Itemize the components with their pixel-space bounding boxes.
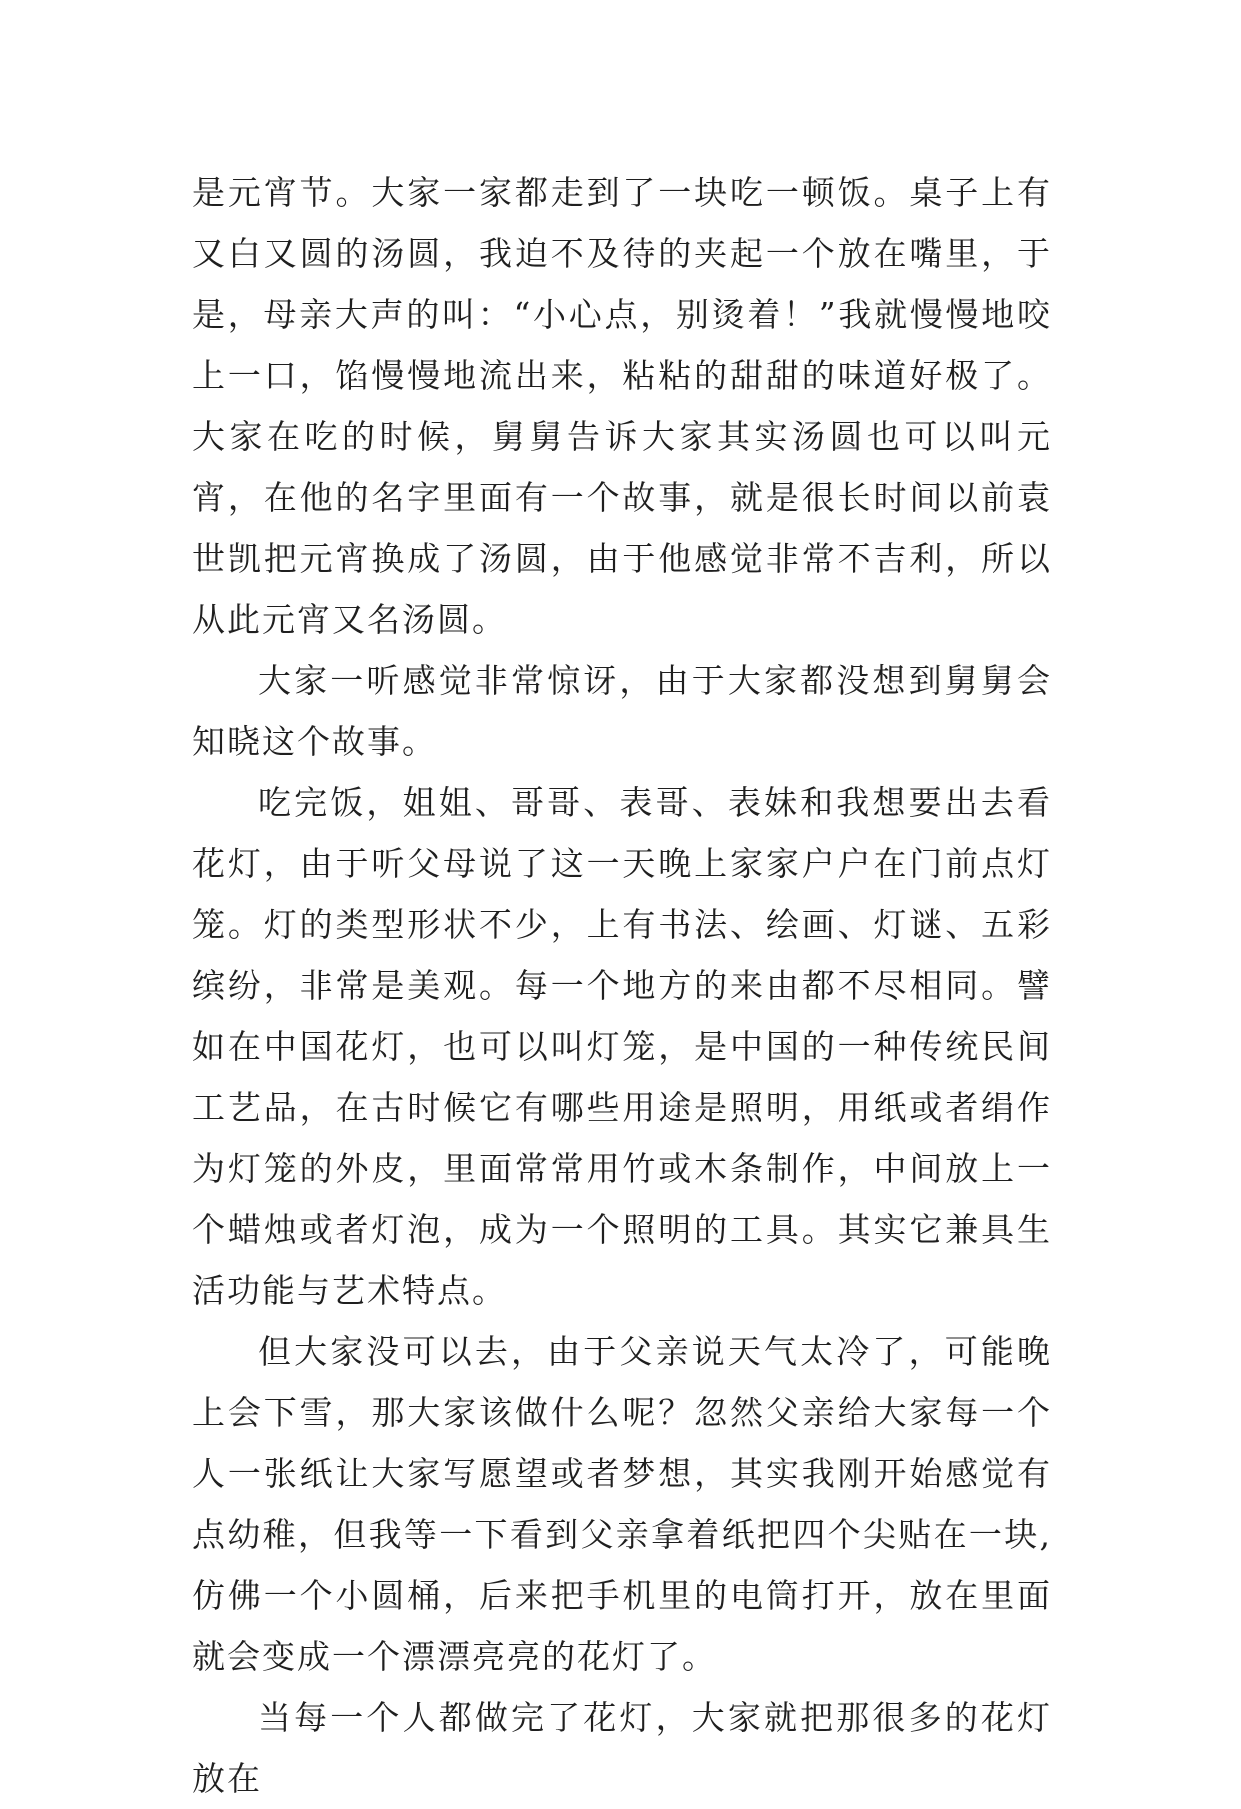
document-body bbox=[192, 162, 1052, 1809]
paragraph-3: 吃完饭，姐姐、哥哥、表哥、表妹和我想要出去看花灯，由于听父母说了这一天晚上家家户户在门前点灯笼。灯的类型形状不少，上有书法、绘画、灯谜、五彩缤纷，非常是美观。每一个地方的来由都不尽相同。譬如在中国花灯，也可以叫灯笼，是中国的一种传统民间工艺品，在古时候它有哪些用途是照明，用纸或者绢作为灯笼的外皮，里面常常用竹或木条制作，中间放上一个蜡烛或者灯泡，成为一个照明的工具。其实它兼具生活功能与艺术特点。 bbox=[192, 783, 1052, 1310]
paragraph-5: 当每一个人都做完了花灯，大家就把那很多的花灯放在 bbox=[192, 1698, 1052, 1798]
paragraph-1: 是元宵节。大家一家都走到了一块吃一顿饭。桌子上有又白又圆的汤圆，我迫不及待的夹起一个放在嘴里，于是，母亲大声的叫：“小心点，别烫着！”我就慢慢地咬上一口，馅慢慢地流出来，粘粘的甜甜的味道好极了。大家在吃的时候，舅舅告诉大家其实汤圆也可以叫元宵，在他的名字里面有一个故事，就是很长时间以前袁世凯把元宵换成了汤圆，由于他感觉非常不吉利，所以从此元宵又名汤圆。 bbox=[192, 173, 1052, 639]
paragraph-2: 大家一听感觉非常惊讶，由于大家都没想到舅舅会知晓这个故事。 bbox=[192, 661, 1052, 761]
paragraph-4: 但大家没可以去，由于父亲说天气太冷了，可能晚上会下雪，那大家该做什么呢？忽然父亲给大家每一个人一张纸让大家写愿望或者梦想，其实我刚开始感觉有点幼稚，但我等一下看到父亲拿着纸把四个尖贴在一块,仿佛一个小圆桶，后来把手机里的电筒打开，放在里面就会变成一个漂漂亮亮的花灯了。 bbox=[192, 1332, 1052, 1676]
